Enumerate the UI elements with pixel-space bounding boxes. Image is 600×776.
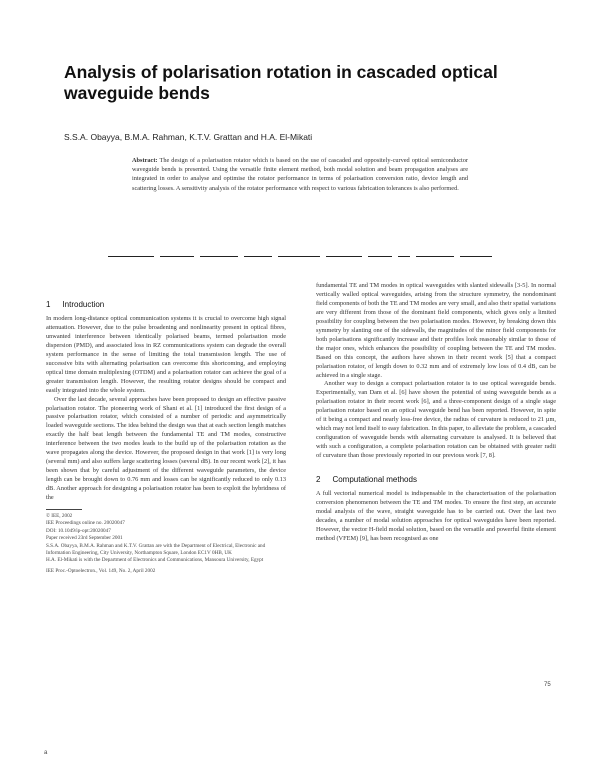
corner-mark: a xyxy=(44,750,48,756)
footnote-doi: DOI: 10.1049/ip-opt:20020047 xyxy=(46,527,111,534)
page-number: 75 xyxy=(544,682,551,688)
section-number: 1 xyxy=(46,300,51,309)
author-list: S.S.A. Obayya, B.M.A. Rahman, K.T.V. Grattan and H.A. El-Mikati xyxy=(64,132,313,142)
abstract-label: Abstract: xyxy=(132,157,158,164)
footnotes xyxy=(46,513,286,575)
paragraph: Another way to design a compact polarisation rotator is to use optical waveguide bends. Experimentally, van Dam et al. [6] have shown the potential of using waveguide bends as a polarisation rotator in their recent work [6], and a three-component design of a single stage polarisation rotator based on an optical waveguide bend has been reported. However, in spite of it being a compact and nearly loss-free device, the radius of curvature is reduced to 21 µm, which may not lend itself to easy fabrication. In this paper, to alleviate the problem, a cascaded configuration of waveguide bends with alternating curvature is analysed. It is believed that with such a configuration, a complete polarisation rotation can be obtained with greater radii of curvature than those previously reported in our previous work [7, 8]. xyxy=(316,380,556,460)
abstract-text: The design of a polarisation rotator which is based on the use of cascaded and oppositely-curved optical semiconductor waveguide bends is presented. Using the versatile finite element method, both modal solution and beam propagation analyses are integrated in order to analyse and optimise the rotator performance in terms of polarisation conversion ratio, device length and scattering losses. A sensitivity analysis of the rotator performance with respect to various fabrication tolerances is also performed. xyxy=(132,157,468,192)
section-heading-computational-methods xyxy=(316,475,556,484)
footnote-received: Paper received 23rd September 2001 xyxy=(46,535,123,542)
paragraph: Over the last decade, several approaches have been proposed to design an effective passive polarisation rotator. The pioneering work of Shani et al. [1] introduced the first design of a passive polarisation rotator, which consisted of a number of periodic and asymmetrically loaded waveguide sections. The idea behind the design was that at each section length matches exactly the half beat length between the fundamental TE and TM modes, constructive interference between the two modes leads to the build up of the polarisation rotation as the wave propagates along the device. However, the proposed design in that work [1] is very long (several mm) and also suffers large scattering losses (several dB). In our recent work [2], it has been shown that by careful adjustment of the different waveguide parameters, the device length can be brought down to 0.76 mm and losses can be significantly reduced to only 0.13 dB. Another approach for designing a polarisation rotator has been to exploit the hybridness of the xyxy=(46,395,286,502)
paragraph: In modern long-distance optical communication systems it is crucial to overcome high signal attenuation. However, due to the pulse broadening and nonlinearity present in optical fibres, unwanted interference between identically polarised beams, termed polarisation mode dispersion (PMD), and associated loss in RZ communications system can degrade the overall system performance in the sense of limiting the total transmission length. The use of successive bits with alternating polarisation can overcome this shortcoming, and employing optical time domain multiplexing (OTDM) and a polarisation rotator can achieve the goal of a greater transmission length. However, the resulting rotator designs should be compact and easily integrated into the whole system. xyxy=(46,315,286,394)
footnote-journal: IEE Proc.-Optoelectron., Vol. 149, No. 2, April 2002 xyxy=(46,567,156,574)
paper-title: Analysis of polarisation rotation in cascaded optical waveguide bends xyxy=(64,62,498,103)
footnote-divider xyxy=(46,509,82,510)
section-heading-introduction xyxy=(46,300,286,309)
left-column xyxy=(46,300,286,575)
paragraph: fundamental TE and TM modes in optical waveguides with slanted sidewalls [3-5]. In normal vertically walled optical waveguides, arising from the structure symmetry, the nondominant field components of both the TE and TM modes are very small, and also their spatial variations are very different from those of the dominant field components, which gives only a limited possibility for coupling between the two polarisation modes. However, by breaking down this symmetry by slanting one of the sidewalls, the magnitudes of the minor field components for both polarisations significantly increase and their profiles look reasonably similar to those of the major ones, which enhances the possibility of coupling between the TE and TM modes. Based on this concept, the authors have shown in their recent work [5] that a compact polarisation rotator, of length down to 0.32 mm and of extremely low loss of 0.4 dB, can be achieved in a single stage. xyxy=(316,282,556,379)
footnote-affiliation: H.A. El-Mikati is with the Department of Electronics and Communications, Mansoura University, Egypt xyxy=(46,557,264,564)
decorative-rule xyxy=(108,254,492,258)
footnote-proceedings: IEE Proceedings online no. 20020047 xyxy=(46,520,125,527)
paragraph: A full vectorial numerical model is indispensable in the characterisation of the polarisation conversion phenomenon between the TE and TM modes. To ensure the first step, an accurate modal analysis of the wave, straight waveguide has to be carried out. Over the last two decades, a number of modal solution approaches for optical waveguides have been reported. However, the vector H-field modal solution, based on the versatile and powerful finite element method (VFEM) [9], has been recognised as one xyxy=(316,490,556,542)
right-column xyxy=(316,282,556,544)
section-number: 2 xyxy=(316,475,321,485)
abstract xyxy=(132,156,468,193)
section-title: Introduction xyxy=(62,300,105,309)
section-title: Computational methods xyxy=(332,475,417,485)
footnote-copyright: © IEE, 2002 xyxy=(46,513,73,520)
footnote-affiliation: S.S.A. Obayya, B.M.A. Rahman and K.T.V. Grattan are with the Department of Electrical, Electronic and Information Engineering, City University, Northampton Square, London EC1V 0HB, UK xyxy=(46,542,266,557)
